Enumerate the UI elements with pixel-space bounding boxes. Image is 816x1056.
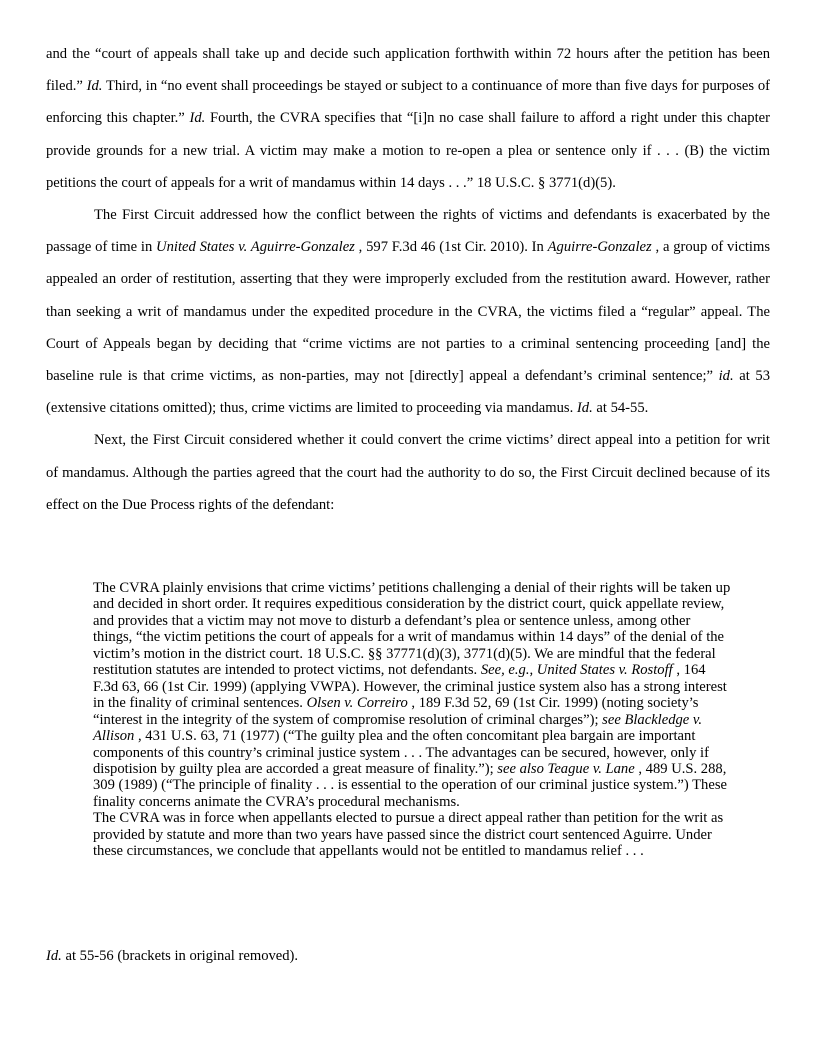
- italic-citation: Aguirre-Gonzalez: [547, 239, 652, 256]
- text-run: , 189 F.3d 52, 69 (1st Cir. 1999) (noting society’s “interest in the integrity of the system of compromise resolution of criminal charges”);: [93, 695, 699, 728]
- italic-citation: see Blackledge v. Allison: [93, 711, 702, 745]
- quote-paragraph: [93, 580, 733, 810]
- text-run: , 597 F.3d 46 (1st Cir. 2010). In: [354, 239, 548, 256]
- text-run: , 489 U.S. 288, 309 (1989) (“The principle of finality . . . is essential to the operation of our criminal justice system.”) These finality concerns animate the CVRA’s procedural mechanisms.: [93, 760, 727, 810]
- text-run: at 53 (extensive citations omitted); thus, crime victims are limited to proceeding via mandamus.: [46, 368, 770, 417]
- text-run: The CVRA plainly envisions that crime victims’ petitions challenging a denial of their rights will be taken up and decided in short order. It requires expeditious consideration by the district court, quick appellate review, and provides that a victim may not move to disturb a defendant’s plea or sentence unless, among other things, “the victim petitions the court of appeals for a writ of mandamus within 14 days” of the denial of the victim’s motion in the district court. 18 U.S.C. §§ 37771(d)(3), 3771(d)(5). We are mindful that the federal restitution statutes are intended to protect victims, not defendants.: [93, 580, 731, 679]
- paragraph: [46, 424, 770, 521]
- italic-citation: Olsen v. Correiro: [306, 695, 408, 712]
- paragraph: [46, 199, 770, 424]
- paragraph: [46, 38, 770, 199]
- italic-citation: Id.: [576, 400, 593, 417]
- text-run: Next, the First Circuit considered whether it could convert the crime victims’ direct appeal into a petition for writ of mandamus. Although the parties agreed that the court had the authority to do so, the First Circuit declined because of its effect on the Due Process rights of the defendant:: [46, 432, 770, 513]
- text-run: , a group of victims appealed an order of restitution, asserting that they were improperly excluded from the restitution award. However, rather than seeking a writ of mandamus under the expedited procedure in the CVRA, the victims filed a “regular” appeal. The Court of Appeals began by deciding that “crime victims are not parties to a criminal sentencing proceeding [and] the baseline rule is that crime victims, as non-parties, may not [directly] appeal a defendant’s criminal sentence;”: [46, 239, 770, 385]
- text-run: at 55-56 (brackets in original removed).: [61, 948, 299, 964]
- italic-citation: Id.: [46, 948, 62, 964]
- text-run: at 54-55.: [592, 400, 649, 417]
- quote-paragraph: [93, 810, 733, 859]
- block-quote: [93, 580, 733, 860]
- body-text: [46, 38, 770, 521]
- italic-citation: id.: [718, 368, 734, 385]
- text-run: , 431 U.S. 63, 71 (1977) (“The guilty plea and the often concomitant plea bargain are important components of this country’s criminal justice system . . . The advantages can be secured, however, only if dispotision by guilty plea are accorded a great measure of finality.”);: [93, 728, 709, 777]
- text-run: The CVRA was in force when appellants elected to pursue a direct appeal rather than petition for the writ as provided by statute and more than two years have passed since the district court sentenced Aguirre. Under these circumstances, we conclude that appellants would not be entitled to mandamus relief . . .: [93, 810, 724, 860]
- text-run: The First Circuit addressed how the conflict between the rights of victims and defendants is exacerbated by the passage of time in: [46, 207, 770, 256]
- text-run: Fourth, the CVRA specifies that “[i]n no case shall failure to afford a right under this chapter provide grounds for a new trial. A victim may make a motion to re-open a plea or sentence only if . . . (B) the victim petitions the court of appeals for a writ of mandamus within 14 days . . .” 18 U.S.C. § 3771(d)(5).: [46, 110, 770, 191]
- italic-citation: Id.: [189, 110, 206, 127]
- text-run: and the “court of appeals shall take up and decide such application forthwith within 72 hours after the petition has been filed.”: [46, 46, 770, 95]
- italic-citation: see also Teague v. Lane: [497, 760, 635, 777]
- italic-citation: United States v. Aguirre-Gonzalez: [156, 239, 355, 256]
- citation-after-quote: [46, 946, 770, 966]
- citation-line: [46, 946, 770, 966]
- italic-citation: See, e.g., United States v. Rostoff: [480, 662, 673, 679]
- italic-citation: Id.: [86, 78, 103, 95]
- text-run: Third, in “no event shall proceedings be stayed or subject to a continuance of more than five days for purposes of enforcing this chapter.”: [46, 78, 770, 127]
- text-run: , 164 F.3d 63, 66 (1st Cir. 1999) (applying VWPA). However, the criminal justice system also has a strong interest in the finality of criminal sentences.: [93, 662, 727, 712]
